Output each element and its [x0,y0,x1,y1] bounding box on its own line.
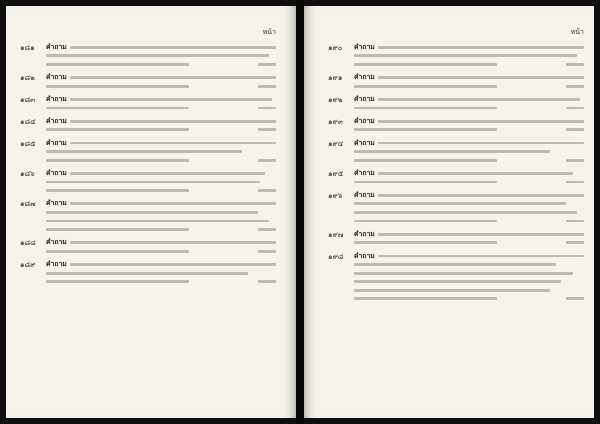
illegible-text-placeholder [46,250,189,253]
text-line [354,147,584,156]
page-reference-placeholder [566,107,584,110]
page-header-label: หน้า [570,28,584,36]
page-reference-placeholder [566,159,584,162]
text-line [354,43,584,52]
question-number: ๑๘๒ [20,73,35,83]
question-label: คำถาม [46,199,67,208]
text-line [354,73,584,82]
illegible-text-placeholder [354,54,577,57]
text-line [354,295,584,304]
illegible-text-placeholder [354,63,497,66]
illegible-text-placeholder [354,272,573,275]
illegible-text-placeholder [378,76,584,79]
text-line [354,139,584,148]
question-body [46,169,276,195]
question-body [354,169,584,186]
page-reference-placeholder [566,85,584,88]
text-line [354,208,584,217]
question-label: คำถาม [46,73,67,82]
text-line [46,52,276,61]
page-reference-placeholder [566,297,584,300]
question-label: คำถาม [46,138,67,147]
illegible-text-placeholder [70,172,266,175]
text-line [354,178,584,187]
illegible-text-placeholder [46,280,189,283]
illegible-text-placeholder [46,220,269,223]
illegible-text-placeholder [354,297,497,300]
illegible-text-placeholder [354,85,497,88]
illegible-text-placeholder [70,142,276,145]
text-line [354,238,584,247]
illegible-text-placeholder [354,202,566,205]
illegible-text-placeholder [354,280,561,283]
text-line [354,277,584,286]
question-entry [328,139,584,165]
question-body [46,260,276,286]
text-line [46,117,276,126]
question-label: คำถาม [354,116,375,125]
question-body [354,252,584,304]
question-label: คำถาม [46,95,67,104]
text-line [46,186,276,195]
illegible-text-placeholder [354,263,556,266]
text-line [46,238,276,247]
text-line [46,277,276,286]
question-entry [328,73,584,90]
text-line [46,126,276,135]
question-entry [20,260,276,286]
question-number: ๑๙๐ [328,43,343,52]
page-header-label: หน้า [262,28,276,36]
question-body [46,199,276,233]
illegible-text-placeholder [46,85,189,88]
question-number: ๑๙๒ [328,95,343,105]
text-line [354,156,584,165]
text-line [46,178,276,187]
question-entry [20,73,276,90]
question-label: คำถาม [354,229,375,238]
illegible-text-placeholder [46,159,189,162]
text-line [46,156,276,165]
question-number: ๑๘๓ [20,95,36,105]
question-body [354,230,584,247]
text-line [46,43,276,52]
page-reference-placeholder [566,128,584,131]
question-label: คำถาม [46,260,67,269]
page-reference-placeholder [258,228,276,231]
question-entry [328,252,584,304]
page-reference-placeholder [258,107,276,110]
text-line [46,208,276,217]
illegible-text-placeholder [46,54,269,57]
book-gutter [296,0,304,424]
question-label: คำถาม [354,169,375,178]
question-label: คำถาม [354,95,375,104]
illegible-text-placeholder [46,63,189,66]
text-line [46,269,276,278]
text-line [354,95,584,104]
illegible-text-placeholder [70,98,272,101]
question-number: ๑๙๘ [328,251,344,261]
question-body [354,95,584,112]
illegible-text-placeholder [354,150,550,153]
illegible-text-placeholder [46,181,260,184]
illegible-text-placeholder [70,76,276,79]
illegible-text-placeholder [378,98,580,101]
question-entry [20,43,276,69]
text-line [354,230,584,239]
text-line [354,82,584,91]
page-reference-placeholder [566,63,584,66]
text-line [46,260,276,269]
question-body [46,139,276,165]
text-line [354,126,584,135]
question-entry [20,169,276,195]
page-reference-placeholder [566,181,584,184]
question-number: ๑๘๙ [20,260,36,270]
question-number: ๑๘๕ [20,138,36,148]
page-reference-placeholder [566,220,584,223]
question-body [46,73,276,90]
question-number: ๑๘๗ [20,199,36,209]
page-reference-placeholder [566,241,584,244]
illegible-text-placeholder [46,272,248,275]
illegible-text-placeholder [378,120,584,123]
text-line [354,199,584,208]
text-line [46,73,276,82]
page-reference-placeholder [258,189,276,192]
illegible-text-placeholder [354,159,497,162]
illegible-text-placeholder [46,128,189,131]
text-line [46,217,276,226]
question-body [354,43,584,69]
page-reference-placeholder [258,250,276,253]
text-line [354,286,584,295]
question-label: คำถาม [46,43,67,51]
question-number: ๑๘๖ [20,169,35,179]
illegible-text-placeholder [46,211,258,214]
illegible-text-placeholder [378,255,584,258]
page-reference-placeholder [258,63,276,66]
illegible-text-placeholder [70,263,276,266]
page-reference-placeholder [258,128,276,131]
illegible-text-placeholder [378,233,584,236]
question-label: คำถาม [46,238,67,247]
question-number: ๑๘๘ [20,238,36,248]
text-line [46,95,276,104]
question-entry [328,169,584,186]
illegible-text-placeholder [354,241,497,244]
page-reference-placeholder [258,280,276,283]
right-page [304,6,594,418]
illegible-text-placeholder [354,107,497,110]
question-label: คำถาม [46,169,67,178]
text-line [46,147,276,156]
illegible-text-placeholder [46,228,189,231]
question-body [46,95,276,112]
question-label: คำถาม [354,190,375,199]
illegible-text-placeholder [46,189,189,192]
question-entry [328,117,584,134]
question-number: ๑๙๕ [328,169,344,179]
text-line [46,199,276,208]
question-number: ๑๘๔ [20,116,36,126]
illegible-text-placeholder [70,46,276,49]
question-body [354,191,584,225]
question-number: ๑๘๑ [20,43,35,52]
question-entry [20,117,276,134]
illegible-text-placeholder [378,46,584,49]
question-number: ๑๙๗ [328,229,344,239]
illegible-text-placeholder [354,220,497,223]
page-reference-placeholder [258,159,276,162]
question-body [46,43,276,69]
illegible-text-placeholder [354,181,497,184]
text-line [354,60,584,69]
text-line [46,225,276,234]
illegible-text-placeholder [354,289,550,292]
question-entry [328,43,584,69]
question-number: ๑๙๔ [328,138,344,148]
text-line [354,217,584,226]
question-entry [20,238,276,255]
question-list [20,43,276,286]
illegible-text-placeholder [70,202,276,205]
text-line [354,104,584,113]
question-entry [328,95,584,112]
text-line [354,191,584,200]
question-number: ๑๙๓ [328,116,343,126]
text-line [354,260,584,269]
text-line [46,169,276,178]
question-entry [328,191,584,225]
illegible-text-placeholder [378,172,574,175]
illegible-text-placeholder [354,211,577,214]
text-line [354,52,584,61]
illegible-text-placeholder [378,142,584,145]
question-list [328,43,584,303]
left-page [6,6,296,418]
question-entry [20,199,276,233]
text-line [46,82,276,91]
question-body [46,238,276,255]
illegible-text-placeholder [46,107,189,110]
question-body [354,73,584,90]
page-reference-placeholder [258,85,276,88]
question-entry [20,139,276,165]
question-label: คำถาม [354,73,375,82]
text-line [354,269,584,278]
illegible-text-placeholder [378,194,584,197]
text-line [354,252,584,261]
text-line [46,247,276,256]
illegible-text-placeholder [46,150,242,153]
question-entry [20,95,276,112]
text-line [46,104,276,113]
question-number: ๑๙๑ [328,73,343,83]
question-entry [328,230,584,247]
text-line [354,117,584,126]
text-line [46,139,276,148]
question-label: คำถาม [354,251,375,260]
question-body [354,117,584,134]
text-line [354,169,584,178]
question-body [46,117,276,134]
text-line [46,60,276,69]
illegible-text-placeholder [354,128,497,131]
illegible-text-placeholder [70,120,276,123]
illegible-text-placeholder [70,241,276,244]
question-body [354,139,584,165]
question-label: คำถาม [354,138,375,147]
question-number: ๑๙๖ [328,190,343,200]
question-label: คำถาม [46,116,67,125]
question-label: คำถาม [354,43,375,51]
